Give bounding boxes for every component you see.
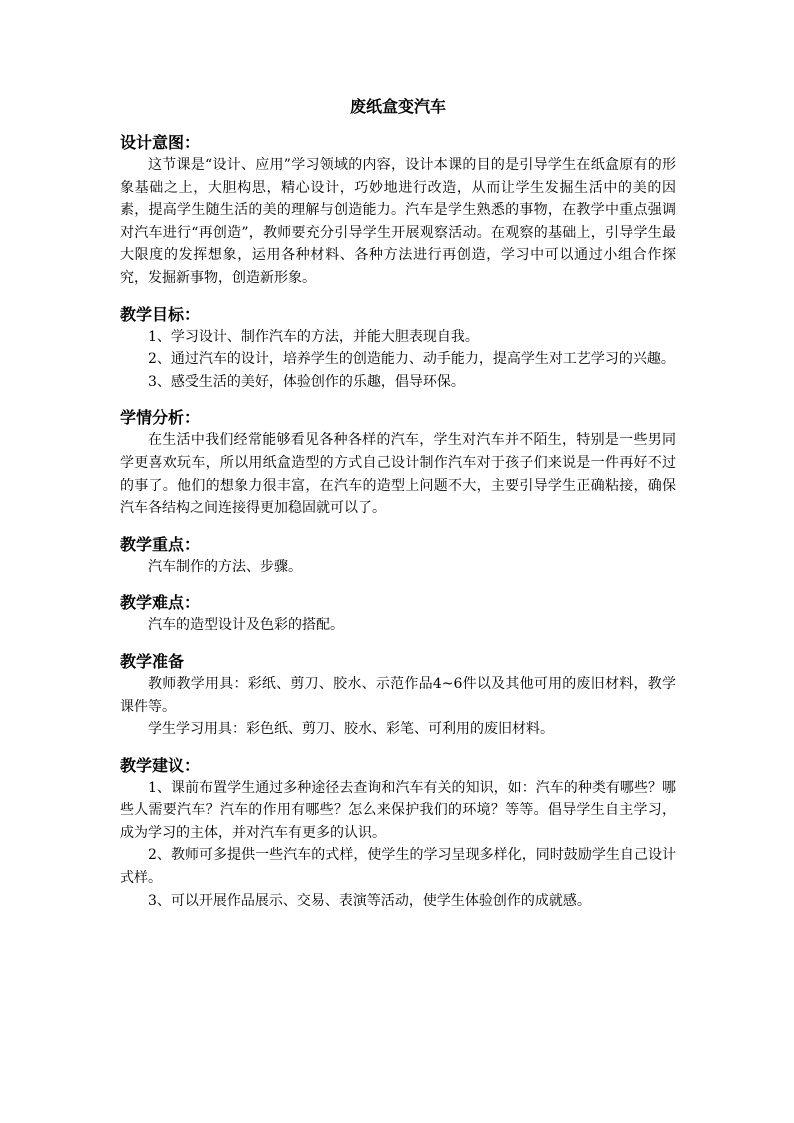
section-heading: 教学目标： [120,304,201,324]
paragraph: 2、教师可多提供一些汽车的式样，使学生的学习呈现多样化，同时鼓励学生自己设计式样。 [120,847,676,887]
paragraph: 在生活中我们经常能够看见各种各样的汽车，学生对汽车并不陌生，特别是一些男同学更喜欢玩车，所以用纸盒造型的方式自己设计制作汽车对于孩子们来说是一件再好不过的事了。他们的想象力很丰富，在汽车的造型上问题不大，主要引导学生正确粘接，确保汽车各结构之间连接得更加稳固就可以了。 [120,432,676,517]
paragraph: 汽车的造型设计及色彩的搭配。 [148,617,344,634]
section-preparation [120,651,676,741]
paragraph: 1、课前布置学生通过多种途径去查询和汽车有关的知识，如：汽车的种类有哪些？哪些人需要汽车？汽车的作用有哪些？怎么来保护我们的环境？等等。倡导学生自主学习，成为学习的主体，并对汽车有更多的认识。 [120,779,676,841]
document-page [120,96,676,912]
paragraph: 汽车制作的方法、步骤。 [148,558,302,575]
section-heading: 教学难点： [120,593,201,613]
section-difficulties [120,592,676,637]
section-learner-analysis [120,407,676,519]
section-key-points [120,534,676,579]
section-heading: 学情分析： [120,408,201,428]
paragraph: 3、可以开展作品展示、交易、表演等活动，使学生体验创作的成就感。 [148,892,591,909]
section-heading: 教学重点： [120,534,201,554]
section-teaching-goals [120,304,676,394]
paragraph: 2、通过汽车的设计，培养学生的创造能力、动手能力，提高学生对工艺学习的兴趣。 [148,351,675,368]
section-heading: 设计意图： [120,133,201,152]
paragraph: 3、感受生活的美好，体验创作的乐趣，倡导环保。 [148,373,465,390]
section-suggestions [120,755,676,913]
section-heading: 教学建议： [120,755,201,775]
document-title: 废纸盒变汽车 [349,97,446,116]
paragraph: 这节课是“设计、应用”学习领域的内容，设计本课的目的是引导学生在纸盒原有的形象基础之上，大胆构思，精心设计，巧妙地进行改造，从而让学生发掘生活中的美的因素，提高学生随生活的美的理解与创造能力。汽车是学生熟悉的事物，在教学中重点强调对汽车进行“再创造”，教师要充分引导学生开展观察活动。在观察的基础上，引导学生最大限度的发挥想象，运用各种材料、各种方法进行再创造，学习中可以通过小组合作探究，发掘新事物，创造新形象。 [120,157,676,286]
paragraph: 教师教学用具：彩纸、剪刀、胶水、示范作品4~6件以及其他可用的废旧材料，教学课件等。 [120,675,676,715]
section-design-intent [120,132,676,290]
paragraph: 1、学习设计、制作汽车的方法，并能大胆表现自我。 [148,328,479,345]
section-heading: 教学准备 [120,651,185,671]
paragraph: 学生学习用具：彩色纸、剪刀、胶水、彩笔、可利用的废旧材料。 [148,721,554,738]
